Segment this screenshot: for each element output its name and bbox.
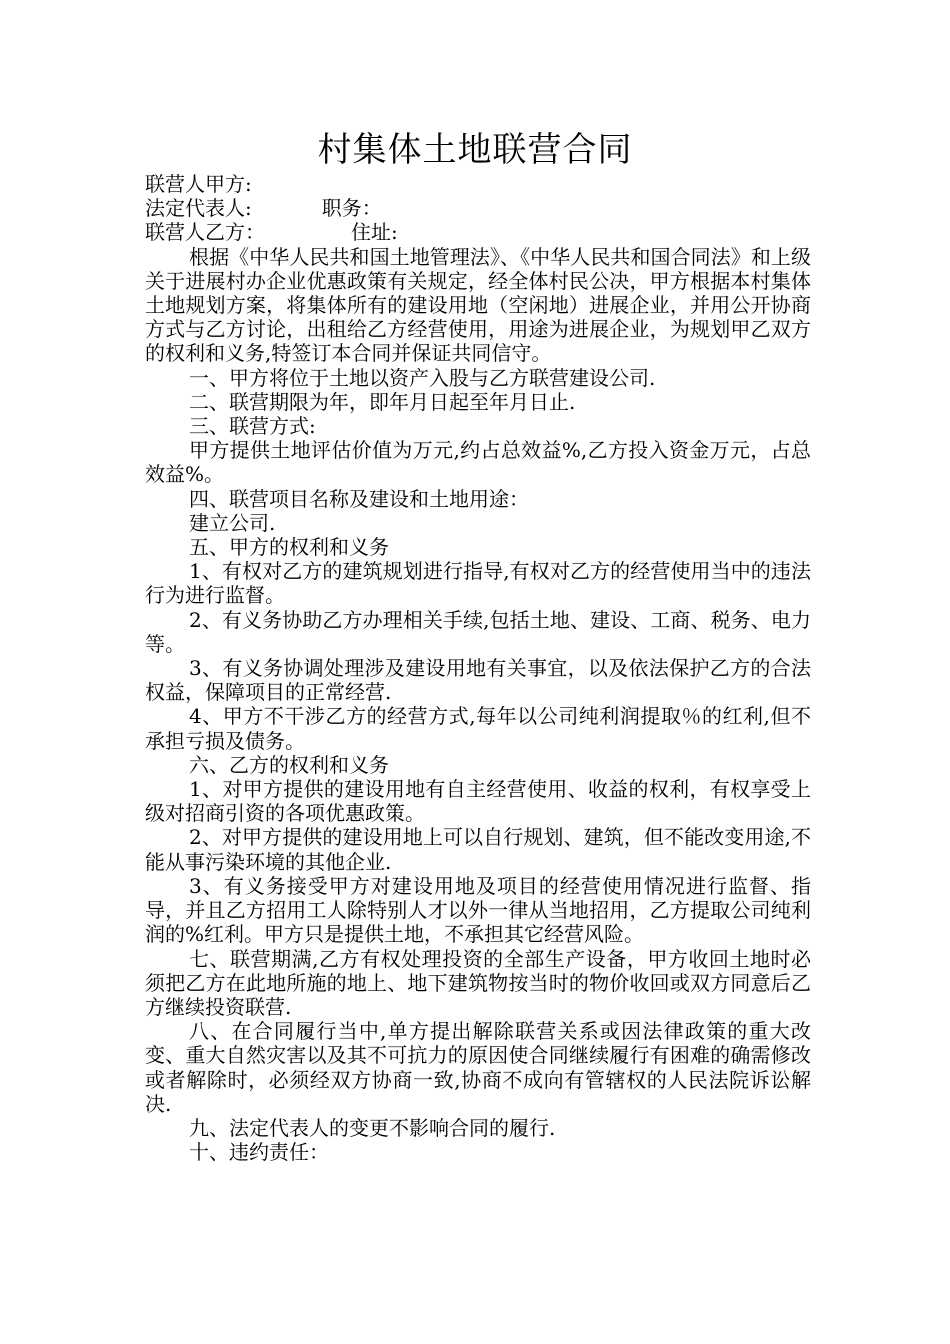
- clause-8: 八、在合同履行当中,单方提出解除联营关系或因法律政策的重大改变、重大自然灾害以及其不可抗力的原因使合同继续履行有困难的确需修改或者解除时，必须经双方协商一致,协商不成向有管辖权的人民法院诉讼解决.: [145, 1019, 811, 1116]
- position-label: 职务：: [321, 196, 382, 221]
- party-b-line: [145, 220, 811, 244]
- clause-1: 一、甲方将位于土地以资产入股与乙方联营建设公司.: [189, 365, 656, 390]
- clause-4-heading: 四、联营项目名称及建设和土地用途：: [189, 486, 529, 511]
- clause-6-item-2: 2、对甲方提供的建设用地上可以自行规划、建筑，但不能改变用途,不能从事污染环境的其他企业.: [145, 825, 811, 874]
- legal-rep-line: [145, 196, 811, 220]
- party-b-label: 联营人乙方：: [145, 220, 265, 245]
- document-body: [145, 172, 811, 1164]
- clause-6-item-1: 1、对甲方提供的建设用地有自主经营使用、收益的权利，有权享受上级对招商引资的各项优惠政策。: [145, 777, 811, 826]
- clause-10-heading: 十、违约责任：: [189, 1140, 329, 1165]
- legal-rep-label: 法定代表人:: [145, 196, 252, 221]
- clause-3-heading: 三、联营方式:: [189, 414, 316, 439]
- document-title: 村集体土地联营合同: [317, 130, 633, 170]
- clause-5-item-4: 4、甲方不干涉乙方的经营方式,每年以公司纯利润提取％的红利,但不承担亏损及债务。: [145, 704, 811, 753]
- clause-2: 二、联营期限为年，即年月日起至年月日止.: [189, 389, 576, 414]
- clause-5-item-1: 1、有权对乙方的建筑规划进行指导,有权对乙方的经营使用当中的违法行为进行监督。: [145, 559, 811, 608]
- address-label: 住址:: [351, 220, 398, 245]
- clause-6-heading: 六、乙方的权利和义务: [189, 752, 389, 777]
- clause-7: 七、联营期满,乙方有权处理投资的全部生产设备，甲方收回土地时必须把乙方在此地所施的地上、地下建筑物按当时的物价收回或双方同意后乙方继续投资联营.: [145, 946, 811, 1019]
- clause-6-item-3: 3、有义务接受甲方对建设用地及项目的经营使用情况进行监督、指导，并且乙方招用工人除特别人才以外一律从当地招用，乙方提取公司纯利润的%红利。甲方只是提供土地，不承担其它经营风险。: [145, 873, 811, 947]
- clause-5-item-3: 3、有义务协调处理涉及建设用地有关事宜，以及依法保护乙方的合法权益，保障项目的正常经营.: [145, 656, 811, 705]
- party-a-line: [145, 172, 811, 196]
- clause-4-body: 建立公司.: [189, 510, 276, 535]
- preamble-paragraph: 根据《中华人民共和国土地管理法》、《中华人民共和国合同法》和上级关于进展村办企业优惠政策有关规定，经全体村民公决，甲方根据本村集体土地规划方案，将集体所有的建设用地（空闲地）进展企业，并用公开协商方式与乙方讨论，出租给乙方经营使用，用途为进展企业，为规划甲乙双方的权利和义务,特签订本合同并保证共同信守。: [145, 244, 811, 366]
- party-a-label: 联营人甲方:: [145, 172, 252, 196]
- clause-9: 九、法定代表人的变更不影响合同的履行.: [189, 1115, 556, 1140]
- clause-3-body: 甲方提供土地评估价值为万元,约占总效益%,乙方投入资金万元，占总效益%。: [145, 438, 811, 487]
- clause-5-item-2: 2、有义务协助乙方办理相关手续,包括土地、建设、工商、税务、电力等。: [145, 607, 811, 656]
- clause-5-heading: 五、甲方的权利和义务: [189, 535, 389, 560]
